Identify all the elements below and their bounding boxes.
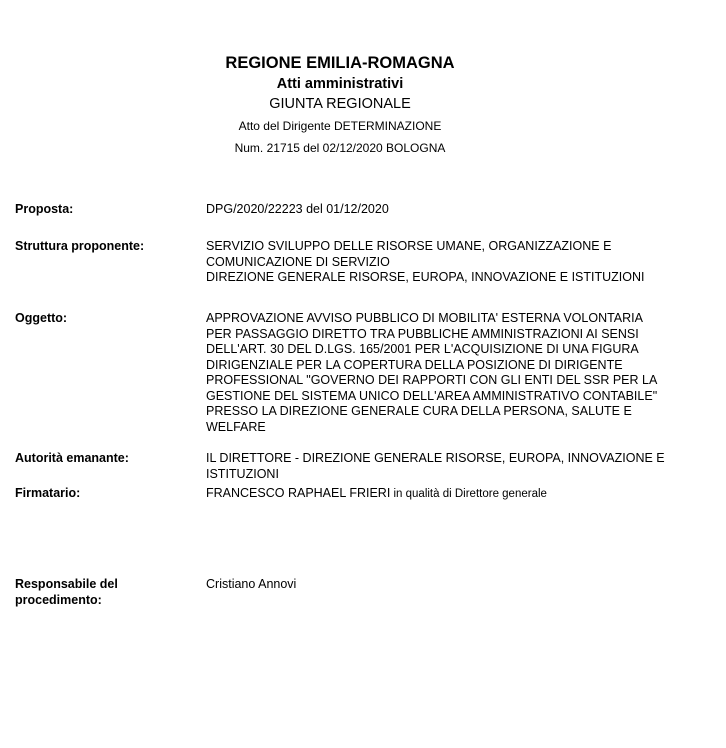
autorita-label: Autorità emanante: (15, 451, 129, 465)
firmatario-line (206, 486, 711, 503)
oggetto-line: DELL'ART. 30 DEL D.LGS. 165/2001 PER L'ACQUISIZIONE DI UNA FIGURA (206, 342, 639, 356)
firmatario-role: in qualità di Direttore generale (390, 488, 547, 500)
oggetto-value (206, 311, 711, 435)
atto-number: Num. 21715 del 02/12/2020 BOLOGNA (234, 141, 446, 155)
proposta-label: Proposta: (15, 202, 74, 216)
struttura-line: COMUNICAZIONE DI SERVIZIO (206, 254, 390, 269)
responsabile-name: Cristiano Annovi (206, 577, 297, 591)
oggetto-line: PRESSO LA DIREZIONE GENERALE CURA DELLA PERSONA, SALUTE E (206, 404, 632, 418)
autorita-value (206, 451, 711, 482)
region-title: REGIONE EMILIA-ROMAGNA (225, 54, 455, 72)
struttura-value (206, 239, 711, 286)
proposta-value (206, 202, 711, 218)
oggetto-line: DIRIGENZIALE PER LA COPERTURA DELLA POSIZIONE DI DIRIGENTE (206, 357, 623, 372)
oggetto-label: Oggetto: (15, 311, 68, 325)
proposta-text: DPG/2020/22223 del 01/12/2020 (206, 202, 389, 216)
responsabile-label-line: procedimento: (15, 592, 102, 607)
firmatario-label: Firmatario: (15, 486, 81, 500)
struttura-line: DIREZIONE GENERALE RISORSE, EUROPA, INNOVAZIONE E ISTITUZIONI (206, 270, 645, 284)
atti-subtitle: Atti amministrativi (276, 76, 404, 92)
oggetto-line: PER PASSAGGIO DIRETTO TRA PUBBLICHE AMMINISTRAZIONI AI SENSI (206, 326, 639, 341)
responsabile-value (206, 577, 711, 593)
struttura-line: SERVIZIO SVILUPPO DELLE RISORSE UMANE, ORGANIZZAZIONE E (206, 239, 612, 253)
struttura-label: Struttura proponente: (15, 239, 145, 253)
responsabile-label (15, 577, 200, 608)
firmatario-value (206, 486, 711, 503)
oggetto-line: GESTIONE DEL SISTEMA UNICO DELL'AREA AMMINISTRATIVO CONTABILE" (206, 388, 658, 403)
oggetto-line: WELFARE (206, 419, 266, 434)
oggetto-line: PROFESSIONAL "GOVERNO DEI RAPPORTI CON GLI ENTI DEL SSR PER LA (206, 373, 658, 387)
giunta-title: GIUNTA REGIONALE (269, 96, 411, 112)
atto-type: Atto del Dirigente DETERMINAZIONE (238, 119, 442, 133)
oggetto-line: APPROVAZIONE AVVISO PUBBLICO DI MOBILITA' ESTERNA VOLONTARIA (206, 311, 643, 325)
autorita-line: IL DIRETTORE - DIREZIONE GENERALE RISORSE, EUROPA, INNOVAZIONE E (206, 451, 665, 465)
firmatario-name: FRANCESCO RAPHAEL FRIERI (206, 486, 391, 500)
autorita-line: ISTITUZIONI (206, 466, 279, 481)
responsabile-label-line: Responsabile del (15, 577, 118, 591)
